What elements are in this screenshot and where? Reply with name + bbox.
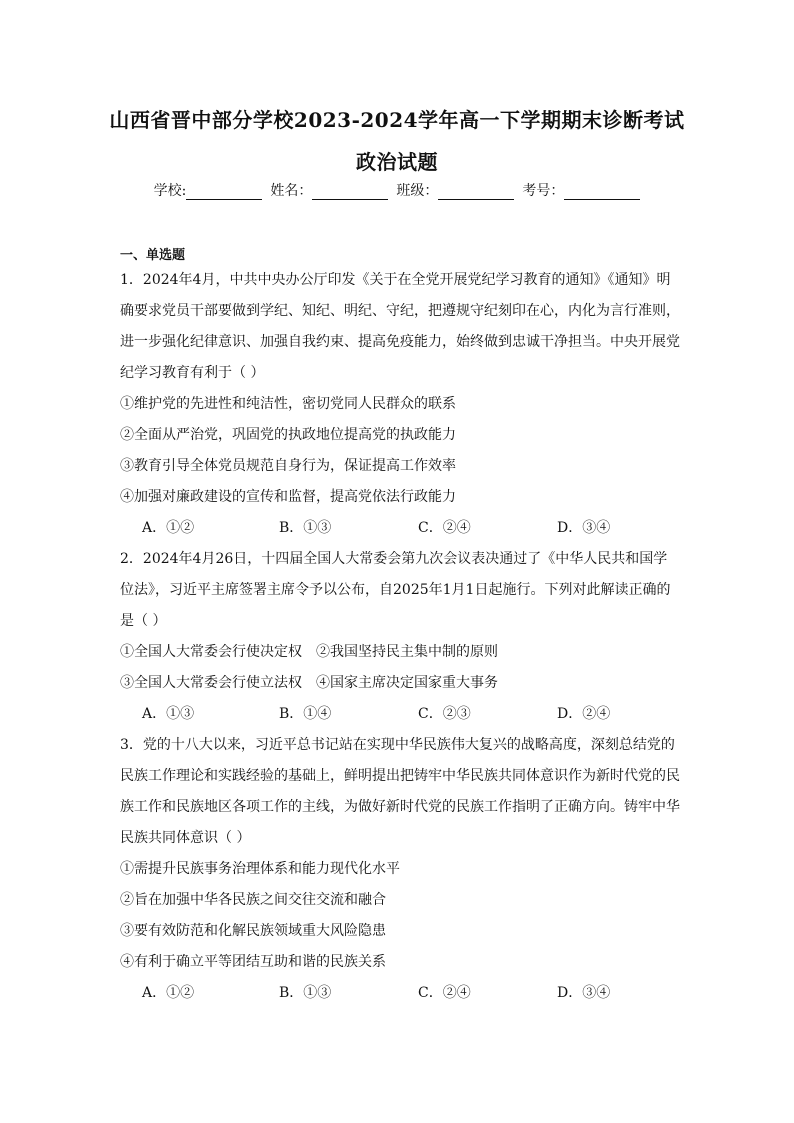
student-info-row xyxy=(0,180,794,200)
name-label: 姓名： xyxy=(270,183,313,199)
statement-option: ②全面从严治党，巩固党的执政地位提高党的执政能力 xyxy=(120,427,456,443)
question-stem-line: 2．2024年4月26日，十四届全国人大常委会第九次会议表决通过了《中华人民共和国学 xyxy=(120,551,668,567)
statement-option: ④有利于确立平等团结互助和谐的民族关系 xyxy=(120,954,386,970)
school-blank[interactable] xyxy=(186,184,262,200)
question-1 xyxy=(120,265,680,544)
question-stem-line: 民族共同体意识（ ） xyxy=(120,830,251,846)
school-label: 学校: xyxy=(153,183,187,199)
exam-number-blank[interactable] xyxy=(564,184,640,200)
choice-c[interactable]: C．②③ xyxy=(418,706,471,722)
question-stem-line: 民族工作理论和实践经验的基础上，鲜明提出把铸牢中华民族共同体意识作为新时代党的民 xyxy=(120,768,680,784)
choice-b[interactable]: B．①④ xyxy=(279,706,332,722)
exam-number-field xyxy=(522,180,640,200)
question-2 xyxy=(120,544,680,730)
school-field xyxy=(154,180,263,200)
statement-option: ③教育引导全体党员规范自身行为，保证提高工作效率 xyxy=(120,458,456,474)
question-stem-line: 是（ ） xyxy=(120,613,167,629)
choice-b[interactable]: B．①③ xyxy=(279,985,332,1001)
question-stem-line: 确要求党员干部要做到学纪、知纪、明纪、守纪，把遵规守纪刻印在心，内化为言行准则， xyxy=(120,303,680,319)
exam-number-label: 考号： xyxy=(522,183,565,199)
choice-d[interactable]: D．③④ xyxy=(557,985,611,1001)
section-title: 一、单选题 xyxy=(120,248,186,263)
class-label: 班级： xyxy=(396,183,439,199)
statement-option: ④加强对廉政建设的宣传和监督，提高党依法行政能力 xyxy=(120,489,456,505)
question-stem-line: 族工作和民族地区各项工作的主线，为做好新时代党的民族工作指明了正确方向。铸牢中华 xyxy=(120,799,680,815)
answer-choices xyxy=(120,978,680,1009)
exam-subtitle: 政治试题 xyxy=(356,150,438,174)
statement-option: ③全国人大常委会行使立法权 ④国家主席决定国家重大事务 xyxy=(120,675,498,691)
question-stem-line: 位法》，习近平主席签署主席令予以公布，自2025年1月1日起施行。下列对此解读正确的 xyxy=(120,582,671,598)
question-stem-line: 进一步强化纪律意识、加强自我约束、提高免疫能力，始终做到忠诚干净担当。中央开展党 xyxy=(120,334,680,350)
statement-option: ②旨在加强中华各民族之间交往交流和融合 xyxy=(120,892,386,908)
name-blank[interactable] xyxy=(312,184,388,200)
choice-a[interactable]: A．①② xyxy=(142,520,195,536)
statement-option: ①需提升民族事务治理体系和能力现代化水平 xyxy=(120,861,400,877)
choice-b[interactable]: B．①③ xyxy=(279,520,332,536)
choice-d[interactable]: D．③④ xyxy=(557,520,611,536)
class-field xyxy=(396,180,514,200)
question-stem-line: 1．2024年4月，中共中央办公厅印发《关于在全党开展党纪学习教育的通知》《通知》明 xyxy=(120,272,671,288)
choice-a[interactable]: A．①③ xyxy=(142,706,195,722)
answer-choices xyxy=(120,513,680,544)
question-stem-line: 纪学习教育有利于（ ） xyxy=(120,365,265,381)
class-blank[interactable] xyxy=(438,184,514,200)
statement-option: ①全国人大常委会行使决定权 ②我国坚持民主集中制的原则 xyxy=(120,644,498,660)
exam-title: 山西省晋中部分学校2023-2024学年高一下学期期末诊断考试 xyxy=(109,108,685,132)
statement-option: ③要有效防范和化解民族领域重大风险隐患 xyxy=(120,923,386,939)
name-field xyxy=(270,180,388,200)
question-list xyxy=(120,265,680,1009)
choice-c[interactable]: C．②④ xyxy=(418,985,471,1001)
question-3 xyxy=(120,730,680,1009)
statement-option: ①维护党的先进性和纯洁性，密切党同人民群众的联系 xyxy=(120,396,456,412)
question-stem-line: 3．党的十八大以来，习近平总书记站在实现中华民族伟大复兴的战略高度，深刻总结党的 xyxy=(120,737,675,753)
choice-c[interactable]: C．②④ xyxy=(418,520,471,536)
choice-a[interactable]: A．①② xyxy=(142,985,195,1001)
answer-choices xyxy=(120,699,680,730)
choice-d[interactable]: D．②④ xyxy=(557,706,611,722)
